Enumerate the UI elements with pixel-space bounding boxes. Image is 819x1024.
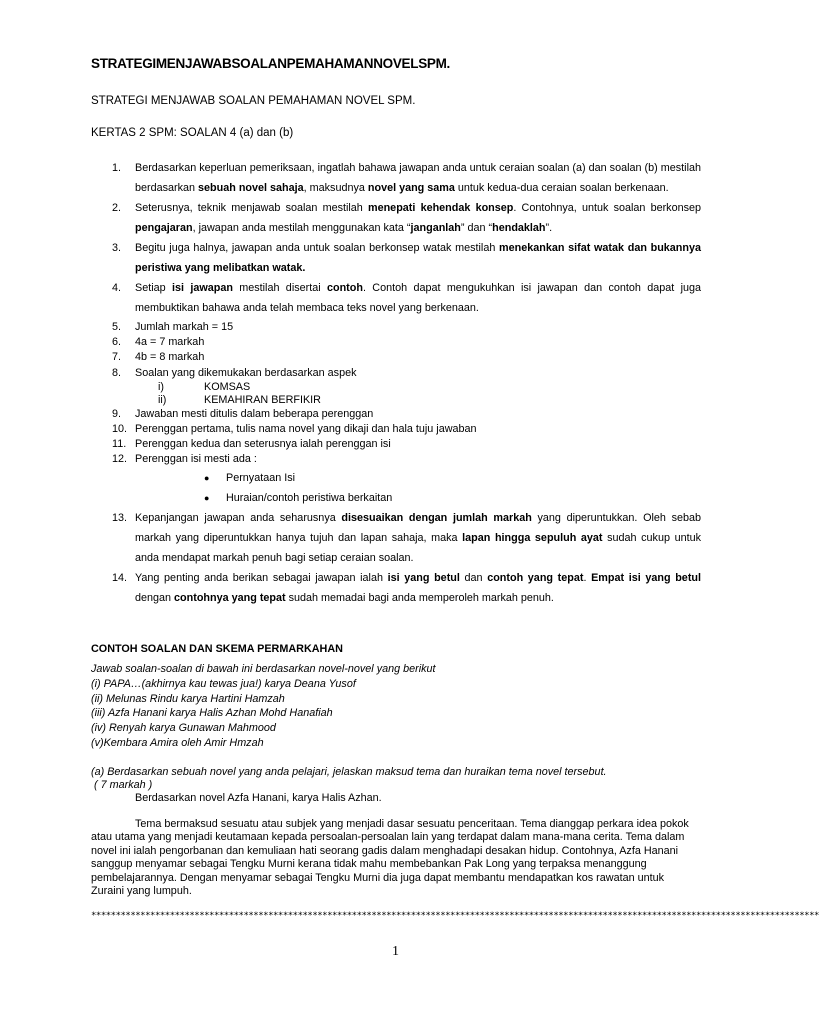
document-title: STRATEGIMENJAWABSOALANPEMAHAMANNOVELSPM. (91, 56, 451, 71)
item-number: 4. (112, 282, 122, 294)
item-number: 7. (112, 351, 122, 364)
item-number: 5. (112, 321, 122, 333)
list-item-6: 6. 4a = 7 markah (91, 335, 701, 350)
novel-item: (i) PAPA…(akhirnya kau tewas jua!) karya Deana Yusof (91, 677, 356, 690)
bullet-item-huraian: ● Huraian/contoh peristiwa berkaitan (91, 488, 701, 508)
aspect-item-komsas: i) KOMSAS (158, 380, 251, 393)
answer-paragraph: Tema bermaksud sesuatu atau subjek yang menjadi dasar sesuatu penceritaan. Tema dianggap perkara idea pokok atau utama yang menjadi keutamaan kepada persoalan-persoalan lain yang terdapat dalam mana-mana cerita. Tema dalam novel ini ialah pengorbanan dan kemuliaan hati seorang gadis dalam menghadapi desakan hidup. Contohnya, Azfa Hanani sanggup menyamar sebagai Tengku Murni kerana tidak mahu membebankan Pak Long yang terpaksa menanggung pembelajarannya. Dengan menyamar sebagai Tengku Murni dia juga dapat membantu mendapatkan kos rawatan untuk Zuraini yang lumpuh. (91, 818, 689, 898)
bullet-item-pernyataan: ● Pernyataan Isi (91, 468, 701, 488)
item-number: 6. (112, 336, 122, 349)
paper-line: KERTAS 2 SPM: SOALAN 4 (a) dan (b) (91, 127, 294, 139)
item-number: 8. (112, 366, 122, 379)
list-item-4: 4. Setiap isi jawapan mestilah disertai contoh. Contoh dapat mengukuhkan isi jawapan dan contoh dapat juga membuktikan bahawa anda telah membaca teks novel yang berkenaan. (91, 278, 701, 318)
question-a (91, 766, 607, 792)
item-number: 14. (112, 571, 128, 584)
novel-item: (iii) Azfa Hanani karya Halis Azhan Mohd Hanafiah (91, 707, 333, 720)
list-item-9: 9. Jawaban mesti ditulis dalam beberapa perenggan (91, 407, 701, 422)
novel-item: (v)Kembara Amira oleh Amir Hmzah (91, 736, 264, 749)
list-item-8: 8. Soalan yang dikemukakan berdasarkan aspek (91, 366, 701, 381)
item-number: 12. (112, 453, 128, 466)
novel-list (91, 662, 436, 751)
list-item-1: 1. Berdasarkan keperluan pemeriksaan, ingatlah bahawa jawapan anda untuk ceraian soalan (a) dan soalan (b) mestilah berdasarkan sebuah novel sahaja, maksudnya novel yang sama untuk kedua-dua ceraian soalan berkenaan. (91, 158, 701, 198)
item-number: 10. (112, 423, 128, 436)
bullet-icon: ● (204, 472, 210, 483)
item-number: 11. (112, 438, 127, 451)
answer-intro: Berdasarkan novel Azfa Hanani, karya Halis Azhan. (135, 792, 382, 804)
list-item-5: 5. Jumlah markah = 15 (91, 320, 701, 335)
section-title: CONTOH SOALAN DAN SKEMA PERMARKAHAN (91, 643, 343, 655)
item-number: 2. (112, 202, 122, 214)
list-item-10: 10. Perenggan pertama, tulis nama novel yang dikaji dan hala tuju jawaban (91, 422, 701, 437)
page-number: 1 (392, 944, 399, 959)
item-number: 13. (112, 511, 128, 524)
item-number: 1. (112, 162, 122, 174)
list-item-2: 2. Seterusnya, teknik menjawab soalan mestilah menepati kehendak konsep. Contohnya, untuk soalan berkonsep pengajaran, jawapan anda mestilah menggunakan kata “janganlah” dan “hendaklah”. (91, 198, 701, 238)
question-text: (a) Berdasarkan sebuah novel yang anda pelajari, jelaskan maksud tema dan huraikan tema novel tersebut. (91, 766, 607, 778)
separator-stars: **************************************************************************************************************************************************** (91, 911, 819, 921)
novel-item: (iv) Renyah karya Gunawan Mahmood (91, 722, 276, 735)
novel-item: (ii) Melunas Rindu karya Hartini Hamzah (91, 692, 285, 705)
item-number: 3. (112, 242, 122, 254)
novels-intro: Jawab soalan-soalan di bawah ini berdasarkan novel-novel yang berikut (91, 663, 436, 675)
aspect-item-kemahiran: ii) KEMAHIRAN BERFIKIR (158, 393, 321, 406)
strategy-list (91, 158, 701, 608)
list-item-3: 3. Begitu juga halnya, jawapan anda untuk soalan berkonsep watak mestilah menekankan sifat watak dan bukannya peristiwa yang melibatkan watak. (91, 238, 701, 278)
list-item-13: 13. Kepanjangan jawapan anda seharusnya disesuaikan dengan jumlah markah yang diperuntukkan. Oleh sebab markah yang diperuntukkan hanya tujuh dan lapan sahaja, maka lapan hingga sepuluh ayat sudah cukup untuk anda mendapat markah penuh bagi setiap ceraian soalan. (91, 508, 701, 568)
list-item-14: 14. Yang penting anda berikan sebagai jawapan ialah isi yang betul dan contoh yang tepat. Empat isi yang betul dengan contohnya yang tepat sudah memadai bagi anda memperoleh markah penuh. (91, 568, 701, 608)
item-number: 9. (112, 407, 122, 420)
question-marks: ( 7 markah ) (91, 779, 153, 791)
bullet-icon: ● (204, 492, 210, 503)
document-subtitle: STRATEGI MENJAWAB SOALAN PEMAHAMAN NOVEL SPM. (91, 95, 416, 107)
list-item-11: 11. Perenggan kedua dan seterusnya ialah perenggan isi (91, 437, 701, 452)
list-item-7: 7. 4b = 8 markah (91, 350, 701, 365)
list-item-12: 12. Perenggan isi mesti ada : (91, 452, 701, 467)
